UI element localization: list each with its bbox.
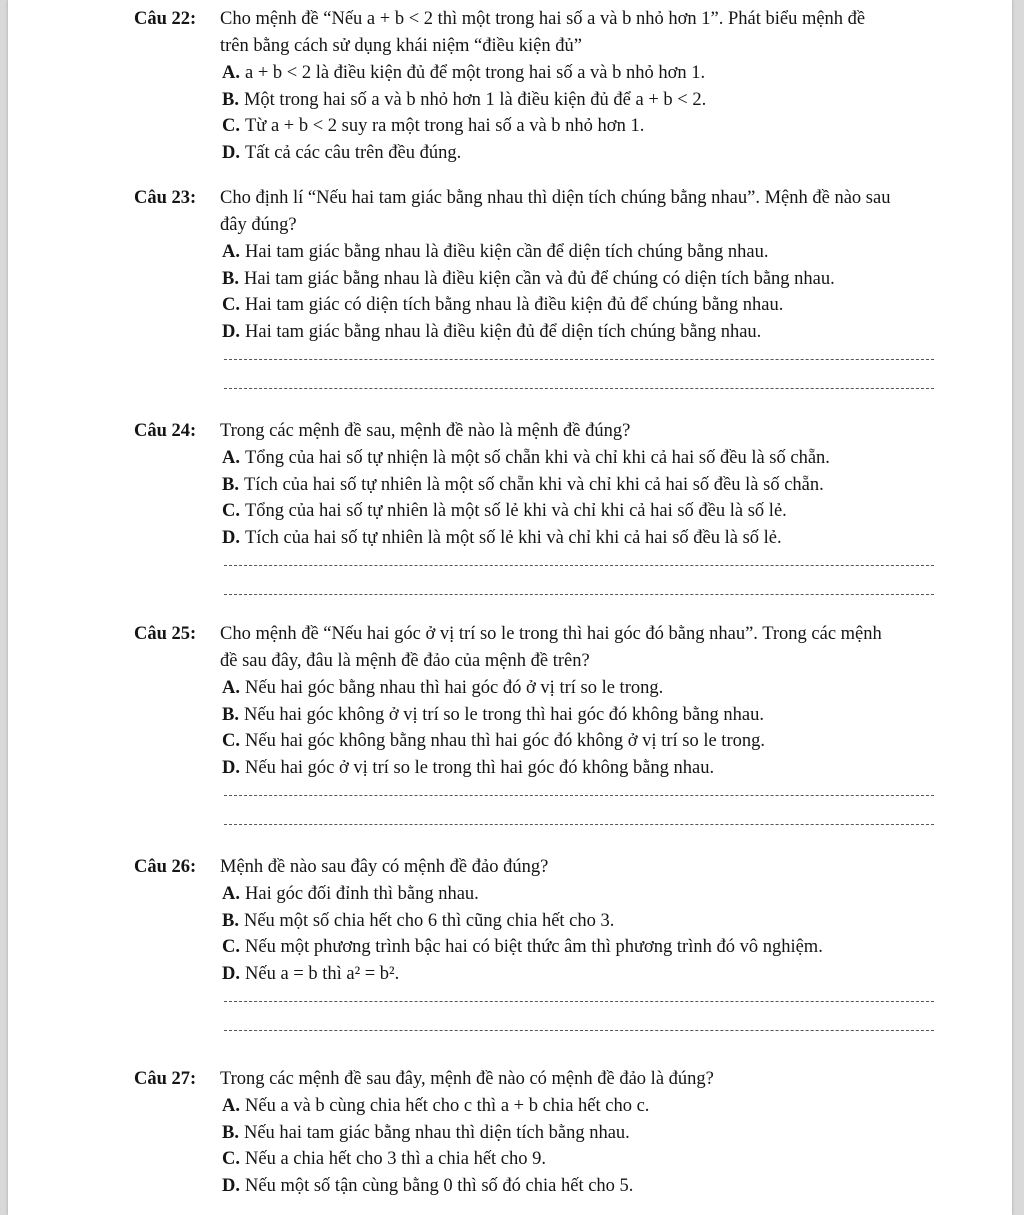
option-b bbox=[134, 472, 964, 499]
question-number: Câu 27: bbox=[134, 1069, 197, 1089]
option-text: Nếu một số chia hết cho 6 thì cũng chia hết cho 3. bbox=[243, 910, 615, 931]
option-text: Hai tam giác có diện tích bằng nhau là điều kiện đủ để chúng bằng nhau. bbox=[245, 295, 784, 316]
answer-line bbox=[134, 551, 964, 580]
question-number: Câu 23: bbox=[134, 188, 197, 208]
option-letter: D. bbox=[222, 1175, 240, 1196]
option-text: Tích của hai số tự nhiên là một số lẻ khi và chỉ khi cả hai số đều là số lẻ. bbox=[245, 527, 782, 548]
option-text: Hai tam giác bằng nhau là điều kiện đủ để diện tích chúng bằng nhau. bbox=[245, 321, 762, 342]
option-d bbox=[134, 319, 964, 346]
option-letter: A. bbox=[222, 1096, 240, 1116]
option-d bbox=[134, 1173, 964, 1200]
option-a bbox=[134, 881, 964, 908]
question-stem bbox=[134, 1066, 964, 1093]
question-stem bbox=[134, 854, 964, 881]
question-22 bbox=[134, 6, 964, 166]
option-d bbox=[134, 140, 964, 167]
question-text-continued: trên bằng cách sử dụng khái niệm “điều kiện đủ” bbox=[220, 36, 582, 56]
option-c bbox=[134, 934, 964, 961]
answer-line bbox=[134, 345, 964, 374]
option-b bbox=[134, 908, 964, 935]
option-text: Từ a + b < 2 suy ra một trong hai số a và b nhỏ hơn 1. bbox=[245, 116, 645, 137]
option-b bbox=[134, 702, 964, 729]
answer-line bbox=[134, 1016, 964, 1045]
option-text: Nếu hai góc không bằng nhau thì hai góc đó không ở vị trí so le trong. bbox=[245, 731, 765, 752]
option-d bbox=[134, 961, 964, 988]
option-d bbox=[134, 525, 964, 552]
option-letter: C. bbox=[222, 295, 240, 316]
option-letter: B. bbox=[222, 704, 239, 725]
question-stem bbox=[134, 6, 964, 33]
option-text: Nếu a = b thì a² = b². bbox=[245, 963, 400, 984]
option-letter: D. bbox=[222, 527, 240, 548]
option-text: Nếu hai góc bằng nhau thì hai góc đó ở vị trí so le trong. bbox=[245, 678, 664, 698]
option-a bbox=[134, 239, 964, 266]
answer-line bbox=[134, 374, 964, 403]
option-text: a + b < 2 là điều kiện đủ để một trong hai số a và b nhỏ hơn 1. bbox=[245, 63, 706, 83]
option-letter: D. bbox=[222, 321, 240, 342]
answer-line bbox=[134, 580, 964, 609]
question-stem bbox=[134, 621, 964, 648]
option-d bbox=[134, 755, 964, 782]
option-letter: C. bbox=[222, 731, 240, 752]
option-c bbox=[134, 1146, 964, 1173]
question-number: Câu 24: bbox=[134, 421, 197, 441]
question-25 bbox=[134, 621, 964, 839]
question-text: Trong các mệnh đề sau đây, mệnh đề nào có mệnh đề đảo là đúng? bbox=[220, 1069, 714, 1089]
question-text: Mệnh đề nào sau đây có mệnh đề đảo đúng? bbox=[220, 857, 549, 877]
option-letter: C. bbox=[222, 501, 240, 522]
option-letter: C. bbox=[222, 1149, 240, 1170]
question-24 bbox=[134, 418, 964, 609]
option-letter: C. bbox=[222, 937, 240, 958]
option-letter: D. bbox=[222, 142, 240, 163]
option-letter: B. bbox=[222, 474, 239, 495]
question-number: Câu 26: bbox=[134, 857, 197, 877]
option-letter: A. bbox=[222, 884, 240, 904]
question-text-continued: đề sau đây, đâu là mệnh đề đảo của mệnh đề trên? bbox=[220, 651, 590, 671]
option-c bbox=[134, 728, 964, 755]
question-number: Câu 25: bbox=[134, 624, 197, 644]
option-text: Nếu hai góc ở vị trí so le trong thì hai góc đó không bằng nhau. bbox=[245, 757, 715, 778]
option-letter: B. bbox=[222, 1122, 239, 1143]
question-26 bbox=[134, 854, 964, 1045]
option-text: Nếu một số tận cùng bằng 0 thì số đó chia hết cho 5. bbox=[245, 1175, 634, 1196]
option-text: Tích của hai số tự nhiên là một số chẵn khi và chỉ khi cả hai số đều là số chẵn. bbox=[243, 474, 824, 495]
question-text-continued: đây đúng? bbox=[220, 215, 297, 235]
option-text: Một trong hai số a và b nhỏ hơn 1 là điều kiện đủ để a + b < 2. bbox=[243, 89, 707, 110]
option-b bbox=[134, 87, 964, 114]
option-text: Hai góc đối đỉnh thì bằng nhau. bbox=[245, 884, 479, 904]
option-text: Nếu một phương trình bậc hai có biệt thức âm thì phương trình đó vô nghiệm. bbox=[245, 937, 823, 958]
option-letter: B. bbox=[222, 910, 239, 931]
answer-line bbox=[134, 987, 964, 1016]
question-text: Cho mệnh đề “Nếu a + b < 2 thì một trong hai số a và b nhỏ hơn 1”. Phát biểu mệnh đề bbox=[220, 9, 866, 29]
option-letter: B. bbox=[222, 89, 239, 110]
answer-line bbox=[134, 781, 964, 810]
option-text: Tổng của hai số tự nhiên là một số lẻ khi và chỉ khi cả hai số đều là số lẻ. bbox=[245, 501, 787, 522]
option-c bbox=[134, 498, 964, 525]
document-page bbox=[8, 0, 1012, 1215]
option-text: Tổng của hai số tự nhiện là một số chẵn khi và chỉ khi cả hai số đều là số chẵn. bbox=[245, 448, 830, 468]
question-23 bbox=[134, 185, 964, 403]
question-text: Cho mệnh đề “Nếu hai góc ở vị trí so le trong thì hai góc đó bằng nhau”. Trong các mệnh bbox=[220, 624, 882, 644]
option-letter: A. bbox=[222, 242, 240, 262]
option-letter: D. bbox=[222, 963, 240, 984]
option-text: Nếu hai góc không ở vị trí so le trong thì hai góc đó không bằng nhau. bbox=[243, 704, 764, 725]
question-stem bbox=[134, 418, 964, 445]
option-letter: A. bbox=[222, 678, 240, 698]
question-text: Cho định lí “Nếu hai tam giác bằng nhau thì diện tích chúng bằng nhau”. Mệnh đề nào sau bbox=[220, 188, 891, 208]
option-text: Hai tam giác bằng nhau là điều kiện cần để diện tích chúng bằng nhau. bbox=[245, 242, 769, 262]
option-letter: B. bbox=[222, 268, 239, 289]
option-c bbox=[134, 292, 964, 319]
option-a bbox=[134, 1093, 964, 1120]
option-text: Nếu a chia hết cho 3 thì a chia hết cho 9. bbox=[245, 1149, 547, 1170]
option-text: Hai tam giác bằng nhau là điều kiện cần và đủ để chúng có diện tích bằng nhau. bbox=[243, 268, 835, 289]
option-letter: C. bbox=[222, 116, 240, 137]
question-number: Câu 22: bbox=[134, 9, 197, 29]
option-a bbox=[134, 60, 964, 87]
option-a bbox=[134, 445, 964, 472]
question-stem bbox=[134, 185, 964, 212]
option-b bbox=[134, 266, 964, 293]
option-text: Nếu a và b cùng chia hết cho c thì a + b chia hết cho c. bbox=[245, 1096, 650, 1116]
option-a bbox=[134, 675, 964, 702]
option-letter: A. bbox=[222, 63, 240, 83]
question-27 bbox=[134, 1066, 964, 1199]
option-text: Nếu hai tam giác bằng nhau thì diện tích bằng nhau. bbox=[243, 1122, 630, 1143]
option-c bbox=[134, 113, 964, 140]
option-b bbox=[134, 1120, 964, 1147]
option-text: Tất cả các câu trên đều đúng. bbox=[245, 142, 462, 163]
question-text: Trong các mệnh đề sau, mệnh đề nào là mệnh đề đúng? bbox=[220, 421, 631, 441]
answer-line bbox=[134, 810, 964, 839]
option-letter: A. bbox=[222, 448, 240, 468]
option-letter: D. bbox=[222, 757, 240, 778]
